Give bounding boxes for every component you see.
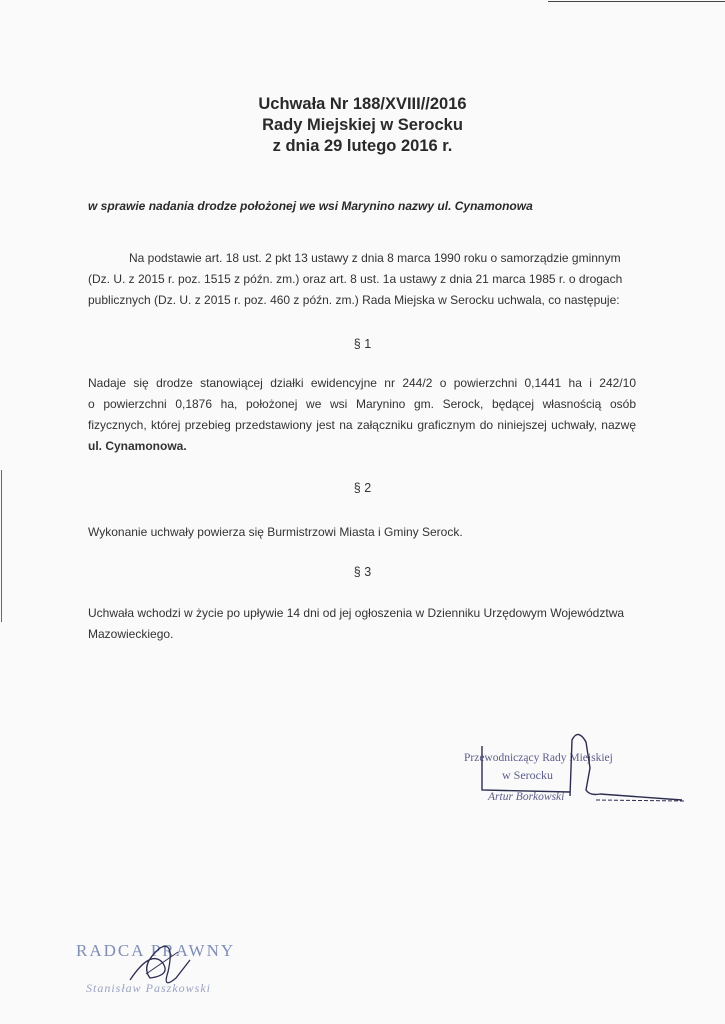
resolution-subject: w sprawie nadania drodze położonej we wsi Marynino nazwy ul. Cynamonowa <box>88 199 533 213</box>
stamp-name: Stanisław Paszkowski <box>86 981 212 995</box>
stamp-town: w Serocku <box>502 768 553 782</box>
section-3-heading: § 3 <box>353 565 372 579</box>
paragraph-line: o powierzchni 0,1876 ha, położonej we wsi Marynino gm. Serock, będącej własnością osób <box>88 397 636 411</box>
paragraph-line: Wykonanie uchwały powierza się Burmistrzowi Miasta i Gminy Serock. <box>88 525 463 539</box>
preamble-line: publicznych (Dz. U. z 2015 r. poz. 460 z późn. zm.) Rada Miejska w Serocku uchwala, co następuje: <box>88 293 620 307</box>
stamp-title: RADCA PRAWNY <box>76 941 236 960</box>
section-1-heading: § 1 <box>353 337 372 351</box>
resolution-number: Uchwała Nr 188/XVIII//2016 <box>258 95 467 113</box>
paragraph-line: fizycznych, której przebieg przedstawiony jest na załączniku graficznym do niniejszej uchwały, nazwę <box>88 418 636 432</box>
paragraph-line: Nadaje się drodze stanowiącej działki ewidencyjne nr 244/2 o powierzchni 0,1441 ha i 242/10 <box>88 376 636 390</box>
section-2-heading: § 2 <box>353 481 372 495</box>
stamp-title: Przewodniczący Rady Miejskiej <box>464 752 613 764</box>
preamble-paragraph <box>88 248 636 311</box>
paragraph-line: Mazowieckiego. <box>88 627 174 641</box>
scan-edge-line <box>548 1 725 2</box>
paragraph-line: Uchwała wchodzi w życie po upływie 14 dni od jej ogłoszenia w Dzienniku Urzędowym Województwa <box>88 606 625 620</box>
street-name: ul. Cynamonowa. <box>88 439 187 453</box>
stamp-name: Artur Borkowski <box>488 791 565 803</box>
resolution-date: z dnia 29 lutego 2016 r. <box>272 137 453 155</box>
resolution-header <box>0 94 725 157</box>
council-name: Rady Miejskiej w Serocku <box>262 116 463 134</box>
preamble-line: Na podstawie art. 18 ust. 2 pkt 13 ustawy z dnia 8 marca 1990 roku o samorządzie gminnym <box>129 251 621 265</box>
section-3-paragraph <box>88 603 636 645</box>
section-1-paragraph <box>88 373 636 457</box>
section-2-paragraph <box>88 522 636 543</box>
preamble-line: (Dz. U. z 2015 r. poz. 1515 z późn. zm.) oraz art. 8 ust. 1a ustawy z dnia 21 marca 1985 r. o drogach <box>88 272 623 286</box>
